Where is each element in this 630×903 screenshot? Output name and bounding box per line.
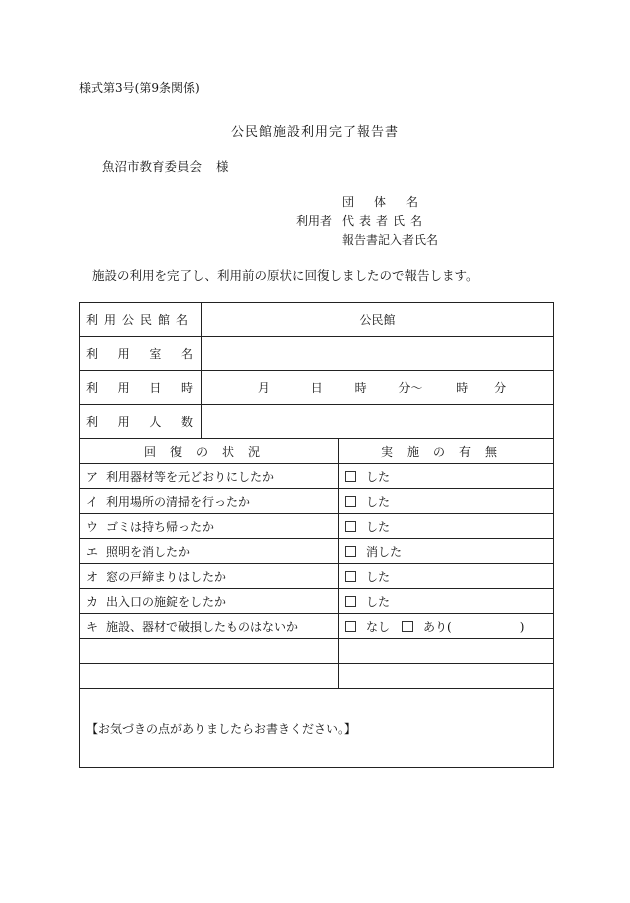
statement: 施設の利用を完了し、利用前の原状に回復しましたので報告します。 [92, 268, 479, 283]
item-letter: カ [86, 594, 99, 609]
checklist-answer [339, 489, 554, 514]
checklist-row [80, 539, 554, 564]
option-label: した [366, 569, 391, 584]
item-letter: ア [86, 469, 99, 484]
addressee [102, 157, 229, 175]
blank-row-check[interactable] [339, 639, 554, 664]
checklist-row [80, 489, 554, 514]
checklist-row [80, 464, 554, 489]
checklist-answer [339, 539, 554, 564]
checkbox[interactable] [345, 496, 356, 507]
checkbox[interactable] [345, 621, 356, 632]
checklist-item [80, 589, 339, 614]
checklist-item [80, 564, 339, 589]
checklist-item [80, 614, 339, 639]
item-text: 施設、器材で破損したものはないか [106, 619, 299, 634]
item-letter: エ [86, 544, 99, 559]
checkbox[interactable] [345, 571, 356, 582]
comments-box[interactable] [80, 689, 554, 768]
done-header: 実施の有無 [339, 439, 554, 464]
hour-unit: 時 [354, 381, 367, 395]
item-text: ゴミは持ち帰ったか [106, 519, 215, 534]
checkbox[interactable] [345, 521, 356, 532]
item-letter: イ [86, 494, 99, 509]
option-label: した [366, 519, 391, 534]
datetime-label-text: 利 用 日 時 [86, 381, 193, 395]
comments-label: 【お気づきの点がありましたらお書きください。】 [86, 721, 357, 736]
checklist-row [80, 614, 554, 639]
blank-row[interactable] [80, 639, 339, 664]
minute-from-unit: 分～ [398, 381, 423, 395]
checklist-answer [339, 564, 554, 589]
page-title: 公民館施設利用完了報告書 [230, 125, 399, 140]
room-name-label [80, 337, 202, 371]
group-name-label: 団体名 [342, 195, 439, 209]
checklist-item [80, 464, 339, 489]
option-label: した [366, 469, 391, 484]
checklist-answer [339, 614, 554, 639]
hall-name-field[interactable]: 公民館 [202, 303, 554, 337]
people-count-label-text: 利 用 人 数 [86, 415, 193, 429]
checkbox[interactable] [345, 546, 356, 557]
checklist-row [80, 589, 554, 614]
item-text: 照明を消したか [106, 544, 191, 559]
item-letter: ウ [86, 519, 99, 534]
hall-name-label: 利用公民館名 [80, 303, 202, 337]
blank-row[interactable] [80, 664, 339, 689]
minute-to-unit: 分 [494, 381, 507, 395]
checklist-answer [339, 514, 554, 539]
checklist-row [80, 564, 554, 589]
people-count-label [80, 405, 202, 439]
applicant-block [296, 193, 438, 250]
datetime-field[interactable] [202, 371, 554, 405]
hour-to-unit: 時 [456, 381, 469, 395]
option-suffix: ) [519, 619, 525, 634]
day-unit: 日 [310, 381, 323, 395]
room-name-label-text: 利 用 室 名 [86, 347, 193, 361]
representative-name-label: 代表者氏名 [342, 214, 428, 228]
option-label: した [366, 494, 391, 509]
option-label: なし [366, 619, 391, 634]
people-count-field[interactable] [202, 405, 554, 439]
item-text: 出入口の施錠をしたか [106, 594, 227, 609]
applicant-role-label: 利用者 [296, 214, 333, 228]
checklist-answer [339, 464, 554, 489]
month-unit: 月 [257, 381, 270, 395]
checkbox[interactable] [345, 596, 356, 607]
datetime-label [80, 371, 202, 405]
addressee-name: 魚沼市教育委員会 [102, 159, 203, 174]
item-letter: キ [86, 619, 99, 634]
checkbox[interactable] [345, 471, 356, 482]
checkbox[interactable] [402, 621, 413, 632]
addressee-honorific: 様 [216, 159, 229, 174]
room-name-field[interactable] [202, 337, 554, 371]
option-label: 消した [366, 544, 403, 559]
checklist-row [80, 514, 554, 539]
checklist-item [80, 489, 339, 514]
item-text: 窓の戸締まりはしたか [106, 569, 227, 584]
checklist-answer [339, 589, 554, 614]
option-label: した [366, 594, 391, 609]
item-text: 利用器材等を元どおりにしたか [106, 469, 275, 484]
option-label: あり( [423, 619, 452, 634]
item-text: 利用場所の清掃を行ったか [106, 494, 251, 509]
blank-row-check[interactable] [339, 664, 554, 689]
item-letter: オ [86, 569, 99, 584]
form-number: 様式第3号(第9条関係) [79, 81, 200, 95]
checklist-item [80, 539, 339, 564]
report-table [79, 302, 554, 768]
checklist-item [80, 514, 339, 539]
reporter-name-label: 報告書記入者氏名 [342, 233, 439, 247]
status-header: 回復の状況 [80, 439, 339, 464]
